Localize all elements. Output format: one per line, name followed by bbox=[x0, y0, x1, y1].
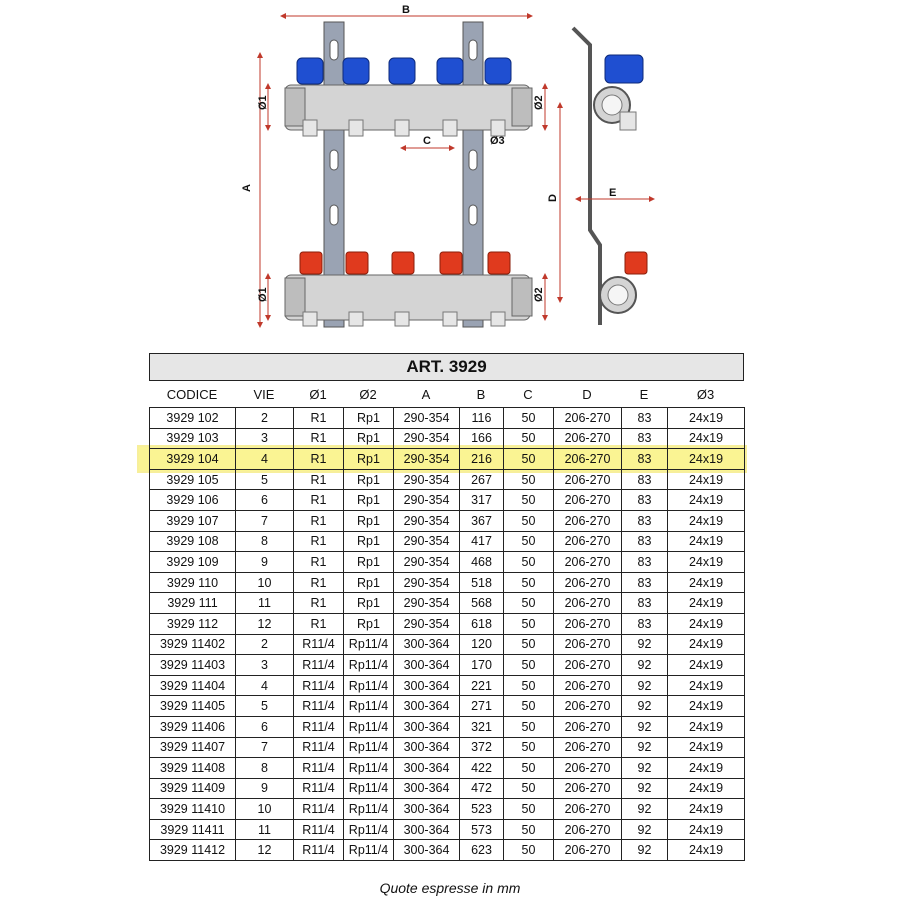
table-cell: R1 bbox=[294, 449, 344, 470]
table-cell: 50 bbox=[504, 778, 554, 799]
table-row bbox=[150, 737, 745, 758]
table-cell: Rp1 bbox=[344, 613, 394, 634]
table-cell: 24x19 bbox=[668, 737, 745, 758]
table-cell: 3929 11406 bbox=[150, 716, 236, 737]
side-view bbox=[573, 28, 647, 325]
table-cell: 206-270 bbox=[554, 655, 622, 676]
table-cell: 300-364 bbox=[394, 778, 460, 799]
table-cell: 317 bbox=[460, 490, 504, 511]
table-row bbox=[150, 634, 745, 655]
table-cell: 300-364 bbox=[394, 840, 460, 861]
table-cell: 24x19 bbox=[668, 655, 745, 676]
table-cell: Rp1 bbox=[344, 428, 394, 449]
dim-label-d3: Ø3 bbox=[490, 135, 505, 147]
table-cell: 24x19 bbox=[668, 778, 745, 799]
table-cell: 12 bbox=[236, 840, 294, 861]
table-cell: Rp11/4 bbox=[344, 716, 394, 737]
table-cell: 92 bbox=[622, 716, 668, 737]
table-cell: 206-270 bbox=[554, 716, 622, 737]
table-cell: 3929 108 bbox=[150, 531, 236, 552]
table-cell: 24x19 bbox=[668, 696, 745, 717]
table-cell: 271 bbox=[460, 696, 504, 717]
table-cell: R1 bbox=[294, 552, 344, 573]
table-cell: 3929 11411 bbox=[150, 819, 236, 840]
column-header: Ø3 bbox=[696, 386, 715, 402]
table-cell: 83 bbox=[622, 408, 668, 429]
table-cell: 50 bbox=[504, 840, 554, 861]
table-cell: 83 bbox=[622, 490, 668, 511]
table-cell: 92 bbox=[622, 634, 668, 655]
table-cell: 3929 109 bbox=[150, 552, 236, 573]
table-cell: 50 bbox=[504, 510, 554, 531]
table-cell: 24x19 bbox=[668, 840, 745, 861]
table-cell: 10 bbox=[236, 572, 294, 593]
table-cell: 568 bbox=[460, 593, 504, 614]
table-cell: 24x19 bbox=[668, 428, 745, 449]
table-cell: 300-364 bbox=[394, 716, 460, 737]
dim-label-d1-top: Ø1 bbox=[257, 95, 269, 110]
column-header: Ø1 bbox=[309, 386, 327, 402]
column-header: D bbox=[582, 386, 592, 402]
table-cell: R1 bbox=[294, 408, 344, 429]
table-cell: 24x19 bbox=[668, 593, 745, 614]
table-cell: 623 bbox=[460, 840, 504, 861]
table-cell: 573 bbox=[460, 819, 504, 840]
table-cell: 206-270 bbox=[554, 490, 622, 511]
table-cell: 3929 11412 bbox=[150, 840, 236, 861]
table-row bbox=[150, 655, 745, 676]
table-cell: 92 bbox=[622, 696, 668, 717]
column-header: Ø2 bbox=[359, 386, 377, 402]
table-cell: 50 bbox=[504, 799, 554, 820]
table-cell: 50 bbox=[504, 737, 554, 758]
table-cell: 290-354 bbox=[394, 469, 460, 490]
table-cell: 206-270 bbox=[554, 572, 622, 593]
table-cell: R1 bbox=[294, 613, 344, 634]
table-row bbox=[150, 531, 745, 552]
table-cell: 3929 11409 bbox=[150, 778, 236, 799]
table-cell: 92 bbox=[622, 799, 668, 820]
table-cell: 12 bbox=[236, 613, 294, 634]
dim-label-d2-bottom: Ø2 bbox=[533, 287, 545, 302]
table-cell: 83 bbox=[622, 510, 668, 531]
table-cell: Rp11/4 bbox=[344, 819, 394, 840]
table-row bbox=[150, 510, 745, 531]
table-cell: Rp11/4 bbox=[344, 675, 394, 696]
table-cell: Rp11/4 bbox=[344, 655, 394, 676]
table-cell: 367 bbox=[460, 510, 504, 531]
table-cell: 4 bbox=[236, 675, 294, 696]
table-cell: Rp1 bbox=[344, 593, 394, 614]
table-cell: 3929 107 bbox=[150, 510, 236, 531]
table-cell: 3929 103 bbox=[150, 428, 236, 449]
table-cell: Rp11/4 bbox=[344, 799, 394, 820]
table-cell: 300-364 bbox=[394, 655, 460, 676]
table-cell: R1 bbox=[294, 469, 344, 490]
bottom-manifold bbox=[285, 252, 532, 326]
table-cell: 50 bbox=[504, 428, 554, 449]
table-cell: 290-354 bbox=[394, 531, 460, 552]
table-cell: Rp1 bbox=[344, 510, 394, 531]
table-cell: 50 bbox=[504, 634, 554, 655]
table-cell: 290-354 bbox=[394, 510, 460, 531]
table-cell: 206-270 bbox=[554, 778, 622, 799]
table-cell: 300-364 bbox=[394, 634, 460, 655]
table-cell: R11/4 bbox=[294, 716, 344, 737]
table-cell: 50 bbox=[504, 490, 554, 511]
table-cell: 300-364 bbox=[394, 696, 460, 717]
table-row bbox=[150, 469, 745, 490]
table-cell: 50 bbox=[504, 613, 554, 634]
table-cell: 3929 102 bbox=[150, 408, 236, 429]
table-cell: R11/4 bbox=[294, 758, 344, 779]
table-cell: R11/4 bbox=[294, 655, 344, 676]
table-cell: R11/4 bbox=[294, 778, 344, 799]
table-cell: 83 bbox=[622, 428, 668, 449]
table-cell: R11/4 bbox=[294, 840, 344, 861]
table-cell: 24x19 bbox=[668, 613, 745, 634]
table-cell: 83 bbox=[622, 449, 668, 470]
table-cell: 3929 11405 bbox=[150, 696, 236, 717]
table-cell: 8 bbox=[236, 758, 294, 779]
table-cell: 50 bbox=[504, 696, 554, 717]
column-header: E bbox=[639, 386, 649, 402]
table-cell: 9 bbox=[236, 778, 294, 799]
table-cell: 24x19 bbox=[668, 510, 745, 531]
table-cell: 206-270 bbox=[554, 428, 622, 449]
table-cell: 290-354 bbox=[394, 408, 460, 429]
table-row bbox=[150, 428, 745, 449]
table-cell: 3 bbox=[236, 428, 294, 449]
table-cell: 11 bbox=[236, 593, 294, 614]
table-cell: 11 bbox=[236, 819, 294, 840]
table-cell: Rp1 bbox=[344, 552, 394, 573]
table-row bbox=[150, 840, 745, 861]
table-cell: 92 bbox=[622, 758, 668, 779]
table-cell: 24x19 bbox=[668, 634, 745, 655]
table-title: ART. 3929 bbox=[149, 353, 744, 381]
table-cell: 3929 11410 bbox=[150, 799, 236, 820]
table-cell: 206-270 bbox=[554, 531, 622, 552]
table-cell: 3929 11403 bbox=[150, 655, 236, 676]
table-cell: 290-354 bbox=[394, 572, 460, 593]
table-cell: 50 bbox=[504, 655, 554, 676]
table-cell: 300-364 bbox=[394, 675, 460, 696]
table-cell: 3929 11407 bbox=[150, 737, 236, 758]
manifold-technical-drawing bbox=[0, 0, 900, 345]
column-header: C bbox=[523, 386, 533, 402]
table-cell: 3929 111 bbox=[150, 593, 236, 614]
table-cell: R1 bbox=[294, 531, 344, 552]
table-cell: 50 bbox=[504, 408, 554, 429]
top-manifold bbox=[285, 58, 532, 136]
table-cell: 92 bbox=[622, 778, 668, 799]
table-cell: R11/4 bbox=[294, 675, 344, 696]
table-cell: 221 bbox=[460, 675, 504, 696]
table-cell: 290-354 bbox=[394, 449, 460, 470]
table-cell: 24x19 bbox=[668, 449, 745, 470]
table-cell: 290-354 bbox=[394, 593, 460, 614]
table-cell: 206-270 bbox=[554, 613, 622, 634]
table-cell: 2 bbox=[236, 408, 294, 429]
table-cell: Rp1 bbox=[344, 572, 394, 593]
dim-label-e: E bbox=[609, 187, 617, 199]
caption: Quote espresse in mm bbox=[379, 880, 521, 896]
dim-label-b: B bbox=[402, 4, 410, 16]
table-cell: 267 bbox=[460, 469, 504, 490]
table-cell: 3929 106 bbox=[150, 490, 236, 511]
table-cell: 50 bbox=[504, 469, 554, 490]
table-cell: 24x19 bbox=[668, 758, 745, 779]
table-cell: 10 bbox=[236, 799, 294, 820]
table-cell: 50 bbox=[504, 819, 554, 840]
table-cell: 523 bbox=[460, 799, 504, 820]
table-cell: 83 bbox=[622, 552, 668, 573]
table-cell: 83 bbox=[622, 593, 668, 614]
table-cell: 92 bbox=[622, 819, 668, 840]
table-row bbox=[150, 408, 745, 429]
table-row bbox=[150, 613, 745, 634]
table-cell: 3 bbox=[236, 655, 294, 676]
table-cell: 50 bbox=[504, 675, 554, 696]
table-cell: 3929 105 bbox=[150, 469, 236, 490]
table-row bbox=[150, 716, 745, 737]
table-cell: 24x19 bbox=[668, 490, 745, 511]
table-cell: 8 bbox=[236, 531, 294, 552]
table-cell: 206-270 bbox=[554, 737, 622, 758]
table-cell: R1 bbox=[294, 593, 344, 614]
table-cell: 4 bbox=[236, 449, 294, 470]
table-cell: 206-270 bbox=[554, 696, 622, 717]
dim-label-a: A bbox=[241, 184, 253, 192]
table-cell: 206-270 bbox=[554, 758, 622, 779]
table-cell: 216 bbox=[460, 449, 504, 470]
table-cell: 3929 11404 bbox=[150, 675, 236, 696]
table-row bbox=[150, 490, 745, 511]
table-cell: Rp1 bbox=[344, 469, 394, 490]
table-row bbox=[150, 696, 745, 717]
column-header: VIE bbox=[253, 386, 275, 402]
table-cell: 24x19 bbox=[668, 552, 745, 573]
column-header: CODICE bbox=[166, 386, 218, 402]
table-cell: Rp1 bbox=[344, 408, 394, 429]
table-row bbox=[150, 572, 745, 593]
table-cell: 206-270 bbox=[554, 675, 622, 696]
table-header-row bbox=[149, 381, 744, 407]
table-cell: 92 bbox=[622, 737, 668, 758]
table-cell: 83 bbox=[622, 572, 668, 593]
table-cell: 290-354 bbox=[394, 428, 460, 449]
table-cell: 468 bbox=[460, 552, 504, 573]
table-cell: 417 bbox=[460, 531, 504, 552]
table-cell: 6 bbox=[236, 716, 294, 737]
table-cell: 518 bbox=[460, 572, 504, 593]
table-cell: 206-270 bbox=[554, 799, 622, 820]
table-cell: 7 bbox=[236, 737, 294, 758]
table-row bbox=[150, 593, 745, 614]
table-cell: 206-270 bbox=[554, 819, 622, 840]
table-cell: 290-354 bbox=[394, 490, 460, 511]
table-cell: 290-354 bbox=[394, 552, 460, 573]
table-cell: 206-270 bbox=[554, 408, 622, 429]
table-cell: 300-364 bbox=[394, 819, 460, 840]
spec-table bbox=[149, 353, 744, 861]
table-cell: 92 bbox=[622, 675, 668, 696]
table-cell: 24x19 bbox=[668, 819, 745, 840]
table-cell: 6 bbox=[236, 490, 294, 511]
table-cell: Rp11/4 bbox=[344, 634, 394, 655]
table-cell: Rp1 bbox=[344, 490, 394, 511]
table-cell: 92 bbox=[622, 655, 668, 676]
table-cell: 24x19 bbox=[668, 531, 745, 552]
table-cell: 290-354 bbox=[394, 613, 460, 634]
table-cell: R11/4 bbox=[294, 696, 344, 717]
table-cell: 422 bbox=[460, 758, 504, 779]
table-cell: 2 bbox=[236, 634, 294, 655]
table-cell: 472 bbox=[460, 778, 504, 799]
table-cell: 83 bbox=[622, 613, 668, 634]
table-cell: 50 bbox=[504, 449, 554, 470]
table-cell: R1 bbox=[294, 572, 344, 593]
table-cell: 3929 11408 bbox=[150, 758, 236, 779]
table-cell: 300-364 bbox=[394, 799, 460, 820]
table-cell: 206-270 bbox=[554, 510, 622, 531]
table-cell: Rp11/4 bbox=[344, 696, 394, 717]
table-cell: Rp11/4 bbox=[344, 778, 394, 799]
column-header: B bbox=[476, 386, 486, 402]
table-cell: 50 bbox=[504, 572, 554, 593]
table-cell: R1 bbox=[294, 510, 344, 531]
table-cell: 50 bbox=[504, 716, 554, 737]
table-cell: 3929 112 bbox=[150, 613, 236, 634]
table-cell: 83 bbox=[622, 531, 668, 552]
table-cell: R11/4 bbox=[294, 634, 344, 655]
table-row bbox=[150, 552, 745, 573]
table-cell: 372 bbox=[460, 737, 504, 758]
table-cell: Rp1 bbox=[344, 531, 394, 552]
table-cell: 50 bbox=[504, 593, 554, 614]
table-row bbox=[150, 758, 745, 779]
table-cell: 116 bbox=[460, 408, 504, 429]
table-cell: 92 bbox=[622, 840, 668, 861]
table-cell: 24x19 bbox=[668, 408, 745, 429]
table-cell: 170 bbox=[460, 655, 504, 676]
table-body bbox=[149, 407, 745, 861]
table-cell: R11/4 bbox=[294, 819, 344, 840]
table-row bbox=[150, 449, 745, 470]
table-cell: 206-270 bbox=[554, 469, 622, 490]
table-cell: 300-364 bbox=[394, 758, 460, 779]
table-cell: Rp1 bbox=[344, 449, 394, 470]
table-cell: 321 bbox=[460, 716, 504, 737]
table-cell: R1 bbox=[294, 428, 344, 449]
table-cell: R1 bbox=[294, 490, 344, 511]
table-cell: 24x19 bbox=[668, 469, 745, 490]
table-cell: 120 bbox=[460, 634, 504, 655]
table-cell: 50 bbox=[504, 552, 554, 573]
table-cell: 50 bbox=[504, 531, 554, 552]
table-cell: 50 bbox=[504, 758, 554, 779]
dim-label-c: C bbox=[423, 135, 431, 147]
table-cell: R11/4 bbox=[294, 737, 344, 758]
table-cell: 9 bbox=[236, 552, 294, 573]
table-cell: 7 bbox=[236, 510, 294, 531]
table-cell: R11/4 bbox=[294, 799, 344, 820]
table-cell: 3929 110 bbox=[150, 572, 236, 593]
table-cell: 24x19 bbox=[668, 572, 745, 593]
table-row bbox=[150, 675, 745, 696]
table-cell: 5 bbox=[236, 469, 294, 490]
table-cell: 83 bbox=[622, 469, 668, 490]
table-cell: 206-270 bbox=[554, 840, 622, 861]
table-cell: 206-270 bbox=[554, 634, 622, 655]
table-cell: 166 bbox=[460, 428, 504, 449]
dim-label-d2-top: Ø2 bbox=[533, 95, 545, 110]
table-row bbox=[150, 778, 745, 799]
table-cell: 24x19 bbox=[668, 799, 745, 820]
table-cell: 206-270 bbox=[554, 593, 622, 614]
dim-label-d1-bottom: Ø1 bbox=[257, 287, 269, 302]
table-cell: 206-270 bbox=[554, 449, 622, 470]
table-cell: 24x19 bbox=[668, 675, 745, 696]
table-cell: 3929 11402 bbox=[150, 634, 236, 655]
table-cell: 300-364 bbox=[394, 737, 460, 758]
table-cell: 3929 104 bbox=[150, 449, 236, 470]
dim-label-d: D bbox=[547, 194, 559, 202]
table-cell: Rp11/4 bbox=[344, 758, 394, 779]
table-row bbox=[150, 819, 745, 840]
table-cell: Rp11/4 bbox=[344, 737, 394, 758]
column-header: A bbox=[421, 386, 431, 402]
table-cell: 618 bbox=[460, 613, 504, 634]
table-cell: 5 bbox=[236, 696, 294, 717]
table-row bbox=[150, 799, 745, 820]
table-cell: 24x19 bbox=[668, 716, 745, 737]
table-cell: Rp11/4 bbox=[344, 840, 394, 861]
table-cell: 206-270 bbox=[554, 552, 622, 573]
